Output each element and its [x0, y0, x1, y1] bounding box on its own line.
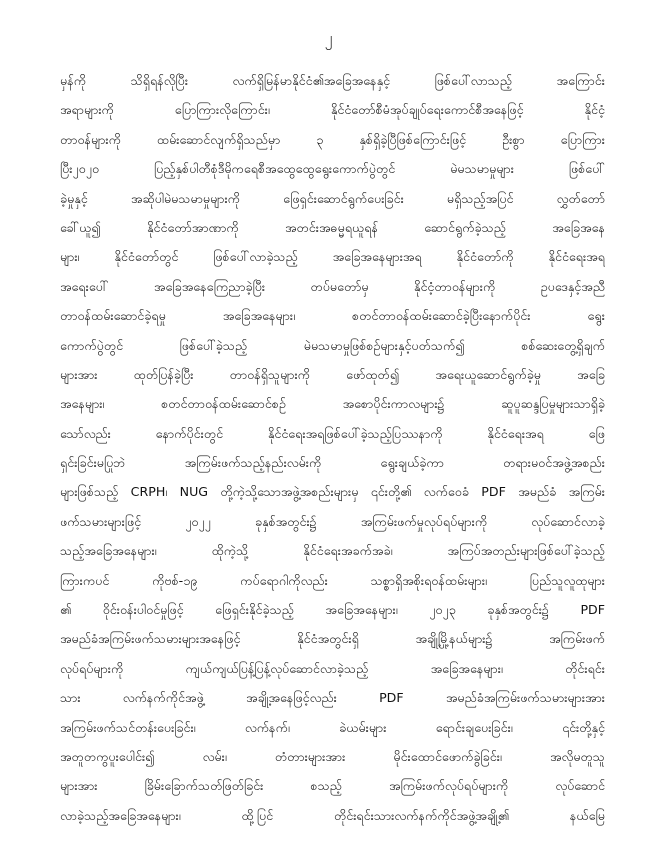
- text-line: ရှင်းခြင်းမပြုဘဲ အကြမ်းဖက်သည့်နည်းလမ်းကို ရွေးချယ်ခဲ့ကာ တရားမဝင်အဖွဲ့အစည်း: [60, 455, 605, 471]
- text-line: ပြီး၂၀၂၀ ပြည့်နှစ်ပါတီစုံဒီမိုကရေစီအထွေထွေရွေးကောက်ပွဲတွင် မဲမသမာမှုများ ဖြစ်ပေါ်: [60, 161, 605, 177]
- text-line: ခဲ့မှုနှင့် အဆိုပါမဲမသမာမှုများကို ဖြေရှင်းဆောင်ရွက်ပေးခြင်း မရှိသည့်အပြင် လွှတ်တော်: [60, 190, 605, 206]
- text-line: တာဝန်များကို ထမ်းဆောင်လျက်ရှိသည်မှာ ၃ နှစ်ရှိခဲ့ပြီဖြစ်ကြောင်းဖြင့် ဦးစွာ ပြောကြား: [60, 131, 605, 147]
- text-line: အကြမ်းဖက်သင်တန်းပေးခြင်း၊ လက်နက်၊ ခဲယမ်းများ ရောင်းချပေးခြင်း၊ ၎င်းတို့နှင့်: [60, 719, 605, 735]
- body-paragraph: [60, 66, 605, 830]
- text-line: များအား ခြိမ်းခြောက်သတ်ဖြတ်ခြင်း စသည့် အကြမ်းဖက်လုပ်ရပ်များကို လုပ်ဆောင်: [60, 778, 605, 794]
- text-line: မှန်ကို သိရှိရန်လိုပြီး လက်ရှိမြန်မာနိုင်ငံ၏အခြေအနေနှင့် ဖြစ်ပေါ်လာသည့် အကြောင်း: [60, 73, 605, 88]
- text-line: များအား ထုတ်ပြန်ခဲ့ပြီး တာဝန်ရှိသူများကို ဖော်ထုတ်၍ အရေးယူဆောင်ရွက်ခဲ့မှု အခြေ: [60, 366, 605, 382]
- text-line: သား လက်နက်ကိုင်အဖွဲ့ အချို့အနေဖြင့်လည်း PDF အမည်ခံအကြမ်းဖက်သမားများအား: [60, 690, 605, 706]
- text-line: အရာများကို ပြောကြားလိုကြောင်း၊ နိုင်ငံတော်စီမံအုပ်ချုပ်ရေးကောင်စီအနေဖြင့် နိုင်ငံ့: [60, 102, 605, 118]
- text-line: သည့်အခြေအနေများ၊ ထိုကဲ့သို့ နိုင်ငံရေးအခက်အခဲ၊ အကြပ်အတည်းများဖြစ်ပေါ်ခဲ့သည့်: [60, 543, 605, 559]
- text-line: ကောက်ပွဲတွင် ဖြစ်ပေါ်ခဲ့သည့် မဲမသမာမှုဖြစ်စဉ်များနှင့်ပတ်သက်၍ စစ်ဆေးတွေ့ရှိချက်: [60, 337, 605, 353]
- text-line: လာခဲ့သည့်အခြေအနေများ၊ ထို့ပြင် တိုင်းရင်းသားလက်နက်ကိုင်အဖွဲ့အချို့၏ နယ်မြေ: [60, 807, 605, 823]
- text-line: များ၊ နိုင်ငံတော်တွင် ဖြစ်ပေါ်လာခဲ့သည့် အခြေအနေများအရ နိုင်ငံတော်ကို နိုင်ငံရေးအရ: [60, 249, 605, 265]
- text-line: သော်လည်း နောက်ပိုင်းတွင် နိုင်ငံရေးအရဖြစ်ပေါ်ခဲ့သည့်ပြဿနာကို နိုင်ငံရေးအရ ဖြေ: [60, 425, 605, 441]
- text-line: ကြားကပင် ကိုဗစ်-၁၉ ကပ်ရောဂါကိုလည်း သစ္စာရှိအစိုးရဝန်ထမ်းများ၊ ပြည်သူလူထုများ: [60, 572, 605, 588]
- text-line: အတူတကွပူးပေါင်း၍ လမ်း၊ တံတားများအား မိုင်းထောင်ဖောက်ခွဲခြင်း၊ အလိုမတူသူ: [60, 748, 605, 764]
- text-line: ဖက်သမားများဖြင့် ၂၀၂၂ ခုနှစ်အတွင်း၌ အကြမ်းဖက်မှုလုပ်ရပ်များကို လုပ်ဆောင်လာခဲ့: [60, 513, 605, 529]
- text-line: အရေးပေါ် အခြေအနေကြေညာခဲ့ပြီး တပ်မတော်မှ နိုင်ငံ့တာဝန်များကို ဥပဒေနှင့်အညီ: [60, 278, 605, 294]
- text-line: အမည်ခံအကြမ်းဖက်သမားများအနေဖြင့် နိုင်ငံအတွင်းရှိ အချို့မြို့နယ်များ၌ အကြမ်းဖက်: [60, 631, 605, 647]
- text-line: များဖြစ်သည့် CRPH၊ NUG တို့ကဲ့သို့သောအဖွဲ့အစည်းများမှ ၎င်းတို့၏ လက်ဝေခံ PDF အမည်ခံ အကြမ်း: [60, 484, 605, 500]
- page-number: ၂: [324, 28, 333, 47]
- text-line: အနေများ၊ စတင်တာဝန်ထမ်းဆောင်စဉ် အစောပိုင်းကာလများ၌ ဆူပူဆန္ဒပြမှုများသာရှိခဲ့: [60, 396, 605, 412]
- text-line: ၏ ဝိုင်းဝန်းပါဝင်မှုဖြင့် ဖြေရှင်းနိုင်ခဲ့သည့် အခြေအနေများ၊ ၂၀၂၃ ခုနှစ်အတွင်း၌ PDF: [60, 602, 605, 618]
- text-line: လုပ်ရပ်များကို ကျယ်ကျယ်ပြန့်ပြန့်လုပ်ဆောင်လာခဲ့သည့် အခြေအနေများ၊ တိုင်းရင်း: [60, 660, 605, 676]
- text-line: တာဝန်ထမ်းဆောင်ခဲ့ရမှု အခြေအနေများ၊ စတင်တာဝန်ထမ်းဆောင်ခဲ့ပြီးနောက်ပိုင်း ရွေး: [60, 308, 605, 324]
- text-line: ခေါ်ယူ၍ နိုင်ငံတော်အာဏာကို အတင်းအဓမ္မရယူရန် ဆောင်ရွက်ခဲ့သည့် အခြေအနေ: [60, 219, 605, 235]
